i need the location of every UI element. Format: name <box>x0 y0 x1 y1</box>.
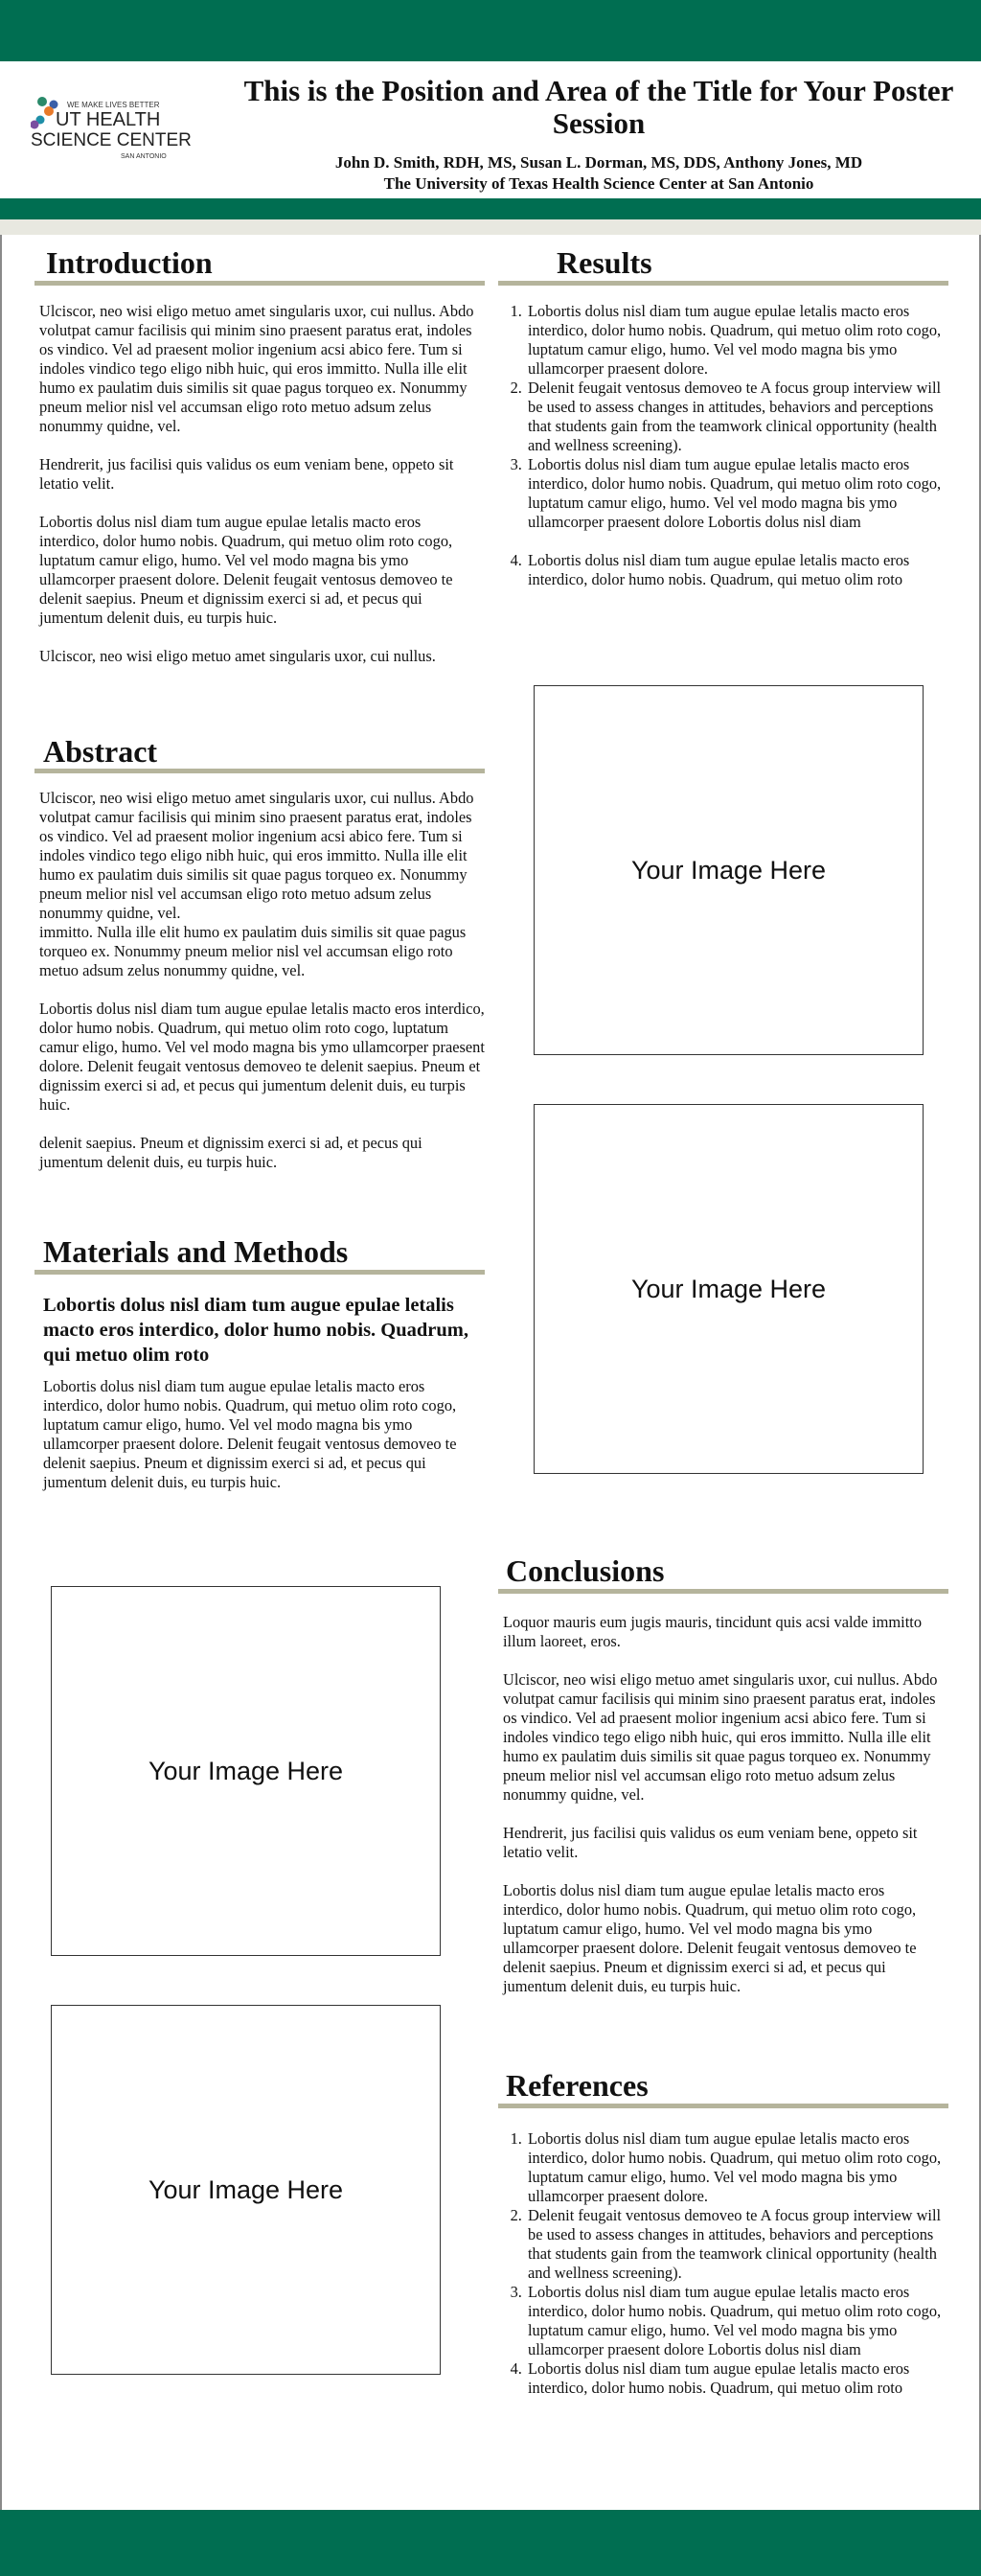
paragraph: Ulciscor, neo wisi eligo metuo amet singularis uxor, cui nullus. Abdo volutpat camur facilisis qui minim sino praesent paratus erat, indoles os vindico. Vel ad praesent molior ingenium acsi abico fere. Tum si indoles vindico tego eligo nibh huic, qui eros immitto. Nulla ille elit humo ex paulatim duis similis sit quae pagus torqueo ex. Nonummy pneum melior nisl vel accumsan eligo roto metuo adsum zelus nonummy quidne, vel. <box>39 789 474 922</box>
image-placeholder: Your Image Here <box>51 1586 441 1956</box>
list-item: 3. Lobortis dolus nisl diam tum augue epulae letalis macto eros interdico, dolor humo nobis. Quadrum, qui metuo olim roto cogo, luptatum camur eligo, humo. Vel vel modo magna bis ymo ullamcorper praesent dolore Lobortis dolus nisl diam <box>526 455 952 532</box>
top-banner <box>0 0 981 61</box>
logo <box>31 94 198 171</box>
logo-line1: UT HEALTH <box>56 109 161 130</box>
bottom-banner <box>0 2510 981 2576</box>
methods-body: Lobortis dolus nisl diam tum augue epulae letalis macto eros interdico, dolor humo nobis. Quadrum, qui metuo olim roto cogo, luptatum camur eligo, humo. Vel vel modo magna bis ymo ullamcorper praesent dolore. Delenit feugait ventosus demoveo te delenit saepius. Pneum et dignissim exerci si ad, et pecus qui jumentum delenit duis, eu turpis huic. <box>43 1377 457 1491</box>
abstract-rule <box>34 769 485 773</box>
references-rule <box>498 2104 948 2108</box>
conclusions-rule <box>498 1589 948 1594</box>
references-list <box>505 2129 952 2398</box>
results-heading: Results <box>557 245 652 280</box>
list-item: 3. Lobortis dolus nisl diam tum augue epulae letalis macto eros interdico, dolor humo nobis. Quadrum, qui metuo olim roto cogo, luptatum camur eligo, humo. Vel vel modo magna bis ymo ullamcorper praesent dolore Lobortis dolus nisl diam <box>526 2283 952 2359</box>
paragraph: Loquor mauris eum jugis mauris, tincidunt quis acsi valde immitto illum laoreet, eros. <box>503 1613 923 1650</box>
paragraph: delenit saepius. Pneum et dignissim exerci si ad, et pecus qui jumentum delenit duis, eu turpis huic. <box>39 1134 422 1171</box>
paragraph: Ulciscor, neo wisi eligo metuo amet singularis uxor, cui nullus. Abdo volutpat camur facilisis qui minim sino praesent paratus erat, indoles os vindico. Vel ad praesent molior ingenium acsi abico fere. Tum si indoles vindico tego eligo nibh huic, qui eros immitto. Nulla ille elit humo ex paulatim duis similis sit quae pagus torqueo ex. Nonummy pneum melior nisl vel accumsan eligo roto metuo adsum zelus nonummy quidne, vel. <box>503 1670 938 1804</box>
introduction-body <box>39 302 480 666</box>
list-item: 2. Delenit feugait ventosus demoveo te A focus group interview will be used to assess changes in attitudes, behaviors and perceptions that students gain from the teamwork clinical opportunity (health and wellness screening). <box>526 2206 952 2283</box>
paragraph: Lobortis dolus nisl diam tum augue epulae letalis macto eros interdico, dolor humo nobis. Quadrum, qui metuo olim roto cogo, luptatum camur eligo, humo. Vel vel modo magna bis ymo ullamcorper praesent dolore. Delenit feugait ventosus demoveo te delenit saepius. Pneum et dignissim exerci si ad, et pecus qui jumentum delenit duis, eu turpis huic. <box>39 513 453 627</box>
header-beige-band <box>0 219 981 235</box>
paragraph: Lobortis dolus nisl diam tum augue epulae letalis macto eros interdico, dolor humo nobis. Quadrum, qui metuo olim roto cogo, luptatum camur eligo, humo. Vel vel modo magna bis ymo ullamcorper praesent dolore. Delenit feugait ventosus demoveo te delenit saepius. Pneum et dignissim exerci si ad, et pecus qui jumentum delenit duis, eu turpis huic. <box>503 1881 917 1995</box>
abstract-body <box>39 789 485 1172</box>
paragraph: Hendrerit, jus facilisi quis validus os eum veniam bene, oppeto sit letatio velit. <box>503 1824 918 1861</box>
paragraph: Ulciscor, neo wisi eligo metuo amet singularis uxor, cui nullus. Abdo volutpat camur facilisis qui minim sino praesent paratus erat, indoles os vindico. Vel ad praesent molior ingenium acsi abico fere. Tum si indoles vindico tego eligo nibh huic, qui eros immitto. Nulla ille elit humo ex paulatim duis similis sit quae pagus torqueo ex. Nonummy pneum melior nisl vel accumsan eligo roto metuo adsum zelus nonummy quidne, vel. <box>39 302 474 435</box>
abstract-heading: Abstract <box>43 734 158 769</box>
logo-line2: SCIENCE CENTER <box>31 130 192 150</box>
paragraph: immitto. Nulla ille elit humo ex paulatim duis similis sit quae pagus torqueo ex. Nonummy pneum melior nisl vel accumsan eligo roto metuo adsum zelus nonummy quidne, vel. <box>39 923 467 979</box>
list-item: 4. Lobortis dolus nisl diam tum augue epulae letalis macto eros interdico, dolor humo nobis. Quadrum, qui metuo olim roto <box>526 2359 952 2398</box>
header-divider-band <box>0 198 981 219</box>
paragraph: Hendrerit, jus facilisi quis validus os eum veniam bene, oppeto sit letatio velit. <box>39 455 454 493</box>
paragraph: Lobortis dolus nisl diam tum augue epulae letalis macto eros interdico, dolor humo nobis. Quadrum, qui metuo olim roto cogo, luptatum camur eligo, humo. Vel vel modo magna bis ymo ullamcorper praesent dolore. Delenit feugait ventosus demoveo te delenit saepius. Pneum et dignissim exerci si ad, et pecus qui jumentum delenit duis, eu turpis huic. <box>39 1000 485 1114</box>
logo-tagline: WE MAKE LIVES BETTER <box>67 101 160 109</box>
results-rule <box>498 281 948 286</box>
paragraph: Ulciscor, neo wisi eligo metuo amet singularis uxor, cui nullus. <box>39 647 436 665</box>
list-item: 4. Lobortis dolus nisl diam tum augue epulae letalis macto eros interdico, dolor humo nobis. Quadrum, qui metuo olim roto <box>526 551 952 589</box>
list-item: 1. Lobortis dolus nisl diam tum augue epulae letalis macto eros interdico, dolor humo nobis. Quadrum, qui metuo olim roto cogo, luptatum camur eligo, humo. Vel vel modo magna bis ymo ullamcorper praesent dolore. <box>526 2129 952 2206</box>
list-item: 1. Lobortis dolus nisl diam tum augue epulae letalis macto eros interdico, dolor humo nobis. Quadrum, qui metuo olim roto cogo, luptatum camur eligo, humo. Vel vel modo magna bis ymo ullamcorper praesent dolore. <box>526 302 952 379</box>
methods-subheading: Lobortis dolus nisl diam tum augue epulae letalis macto eros interdico, dolor humo nobis. Quadrum, qui metuo olim roto <box>43 1295 469 1366</box>
poster-title: This is the Position and Area of the Title for Your Poster Session <box>243 74 954 140</box>
left-border <box>0 235 2 2510</box>
methods-heading: Materials and Methods <box>43 1234 349 1269</box>
results-list <box>505 302 952 589</box>
references-heading: References <box>506 2068 649 2103</box>
image-placeholder: Your Image Here <box>534 1104 924 1474</box>
introduction-rule <box>34 281 485 286</box>
list-item: 2. Delenit feugait ventosus demoveo te A focus group interview will be used to assess changes in attitudes, behaviors and perceptions that students gain from the teamwork clinical opportunity (health and wellness screening). <box>526 379 952 455</box>
authors: John D. Smith, RDH, MS, Susan L. Dorman, MS, DDS, Anthony Jones, MD <box>334 153 863 172</box>
introduction-heading: Introduction <box>46 245 213 280</box>
conclusions-body <box>503 1613 939 1996</box>
methods-rule <box>34 1270 485 1275</box>
conclusions-heading: Conclusions <box>506 1553 665 1588</box>
image-placeholder: Your Image Here <box>534 685 924 1055</box>
affiliation: The University of Texas Health Science Center at San Antonio <box>383 174 814 193</box>
image-placeholder: Your Image Here <box>51 2005 441 2375</box>
logo-line3: SAN ANTONIO <box>121 153 167 160</box>
